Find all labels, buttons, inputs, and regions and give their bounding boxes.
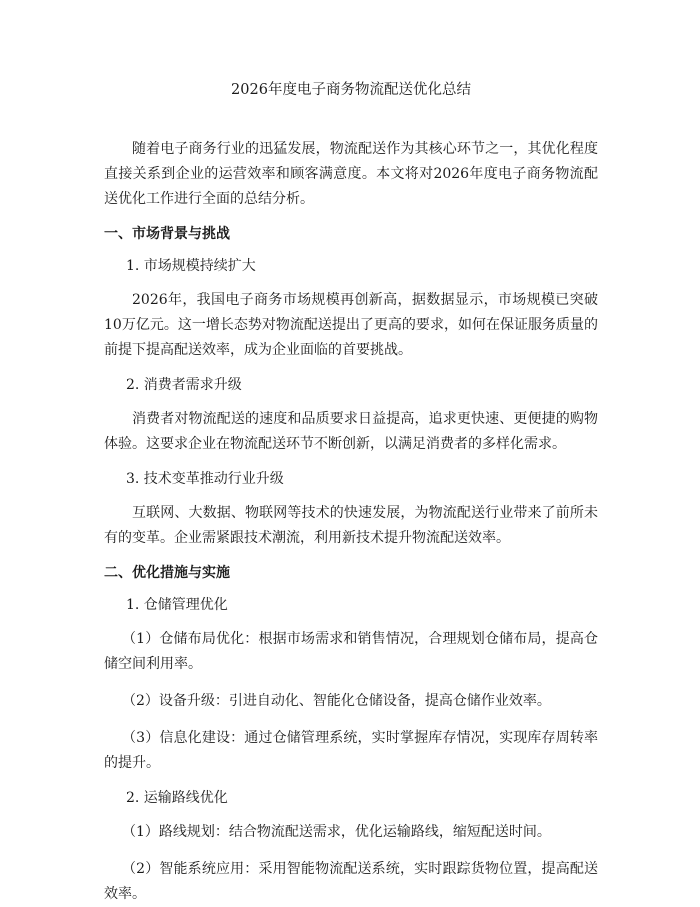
subsection-paragraph: 消费者对物流配送的速度和品质要求日益提高，追求更快速、更便捷的购物体验。这要求企业在物流配送环节不断创新，以满足消费者的多样化需求。 [104,411,598,452]
subsection-title: 3. 技术变革推动行业升级 [126,471,284,487]
subsection-title: 2. 消费者需求升级 [126,377,242,393]
list-item: （3）信息化建设：通过仓储管理系统，实时掌握库存情况，实现库存周转率的提升。 [104,730,598,771]
subsection-paragraph: 2026年，我国电子商务市场规模再创新高，据数据显示，市场规模已突破10万亿元。这一增长态势对物流配送提出了更高的要求，如何在保证服务质量的前提下提高配送效率，成为企业面临的首要挑战。 [104,292,598,358]
subsection-title: 1. 仓储管理优化 [126,597,228,613]
list-item: （2）设备升级：引进自动化、智能化仓储设备，提高仓储作业效率。 [122,693,551,709]
subsection-paragraph: 互联网、大数据、物联网等技术的快速发展，为物流配送行业带来了前所未有的变革。企业需紧跟技术潮流，利用新技术提升物流配送效率。 [104,505,598,546]
section-heading: 一、市场背景与挑战 [104,226,230,242]
subsection-title: 1. 市场规模持续扩大 [126,258,256,274]
section-optimization-measures [104,563,598,907]
list-item: （1）路线规划：结合物流配送需求，优化运输路线，缩短配送时间。 [122,824,551,840]
intro-paragraph: 随着电子商务行业的迅猛发展，物流配送作为其核心环节之一，其优化程度直接关系到企业的运营效率和顾客满意度。本文将对2026年度电子商务物流配送优化工作进行全面的总结分析。 [104,141,598,207]
list-item: （1）仓储布局优化：根据市场需求和销售情况，合理规划仓储布局，提高仓储空间利用率。 [104,631,598,672]
subsection-title: 2. 运输路线优化 [126,790,228,806]
section-market-background [104,224,598,551]
document-title: 2026年度电子商务物流配送优化总结 [231,82,471,98]
list-item: （2）智能系统应用：采用智能物流配送系统，实时跟踪货物位置，提高配送效率。 [104,861,598,902]
section-heading: 二、优化措施与实施 [104,565,230,581]
